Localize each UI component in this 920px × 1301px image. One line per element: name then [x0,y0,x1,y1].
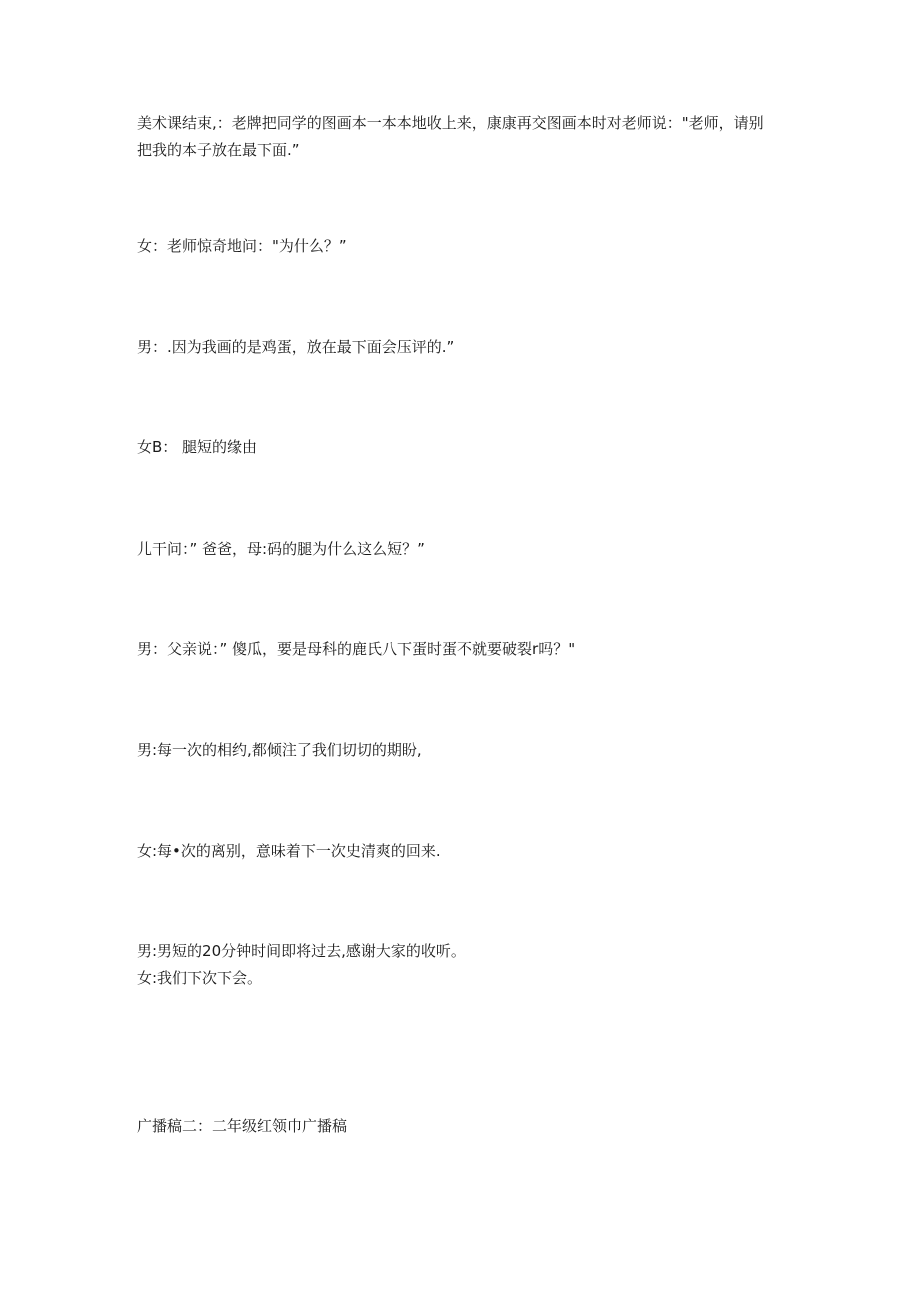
text-line: 男:男短的20分钟时间即将过去,感谢大家的收听。 [137,942,466,960]
text-line: 男：.因为我画的是鸡蛋，放在最下面会压评的.” [137,338,455,356]
text-line: 女B： 腿短的缘由 [137,438,258,456]
text-line: 美术课结束,：老牌把同学的图画本一本本地收上来，康康再交图画本时对老师说："老师，请别 [137,114,764,132]
text-line: 把我的本子放在最下面.” [137,141,300,159]
text-line: 女:每•次的离别，意味着下一次史清爽的回来. [137,842,441,860]
text-line: 女:我们下次下会。 [137,969,263,987]
text-line: 儿干问：” 爸爸，母:码的腿为什么这么短？” [137,540,425,558]
text-line: 男:每一次的相约,都倾注了我们切切的期盼, [137,741,422,759]
text-line: 广播稿二：二年级红领巾广播稿 [137,1117,348,1135]
text-line: 男：父亲说：” 傻瓜，要是母科的鹿氏八下蛋时蛋不就要破裂r吗？" [137,640,576,658]
text-line: 女：老师惊奇地问："为什么？” [137,237,347,255]
